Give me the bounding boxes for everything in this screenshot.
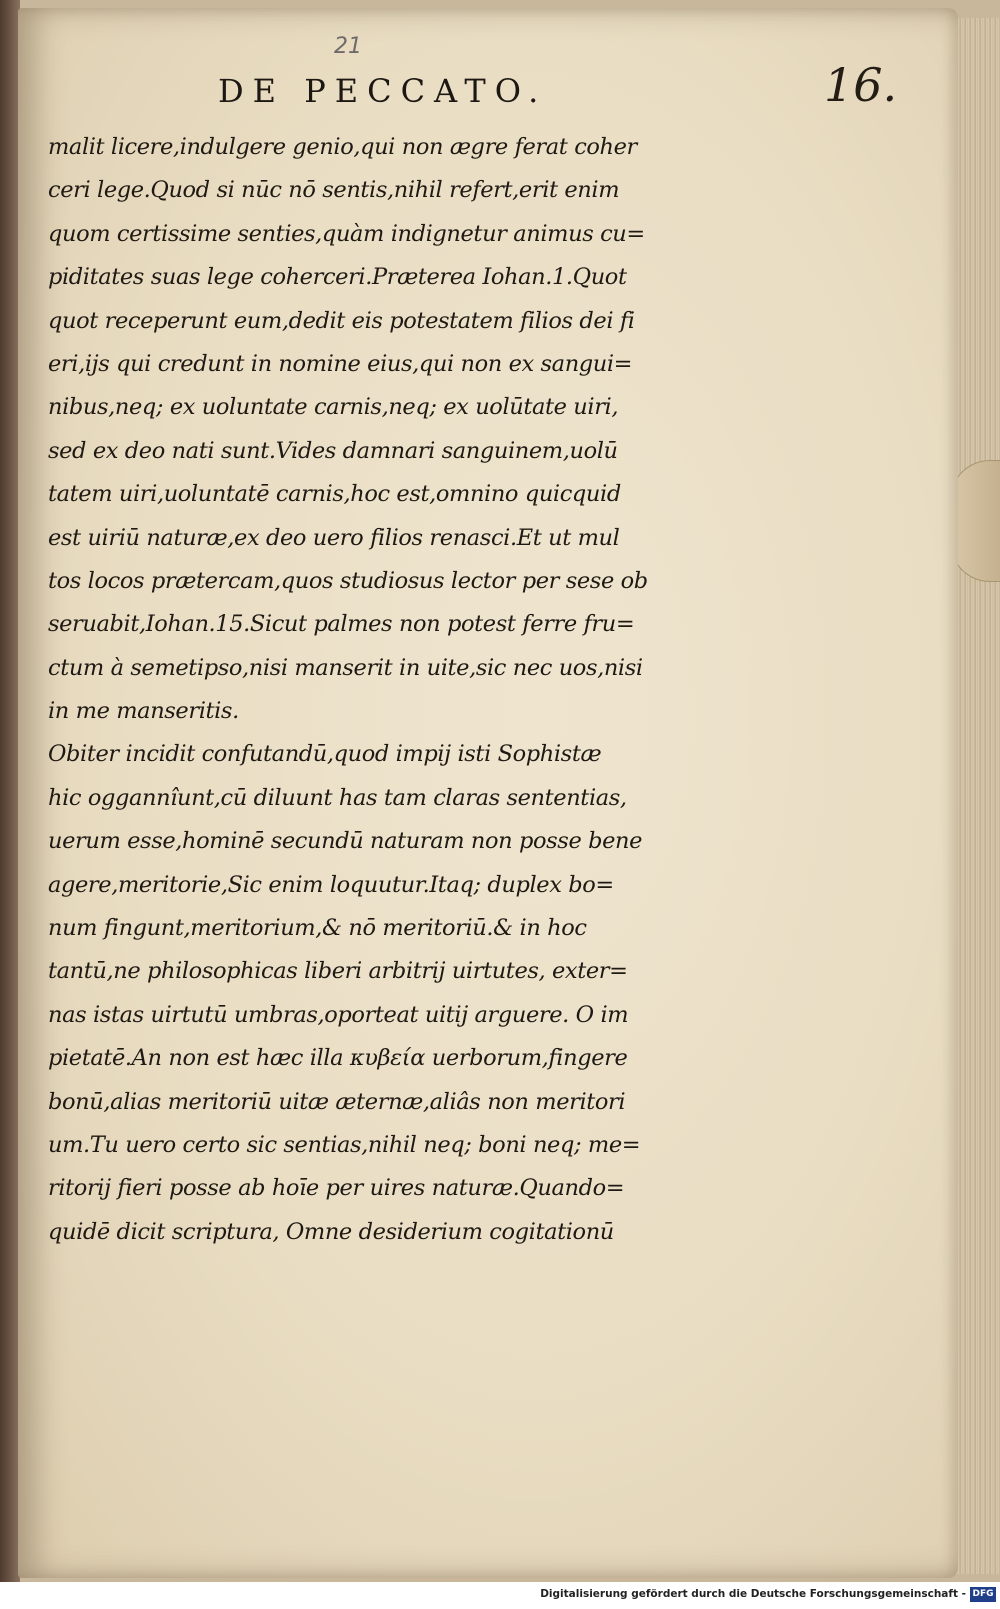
text-line: agere,meritorie,Sic enim loquutur.Itaq; duplex bo= bbox=[48, 871, 614, 898]
pencil-annotation: 21 bbox=[334, 34, 362, 59]
text-line: Obiter incidit confutandū,quod impij isti Sophistæ bbox=[48, 741, 602, 768]
text-line: bonū,alias meritoriū uitæ æternæ,aliâs non meritori bbox=[48, 1088, 626, 1115]
funding-credit: Digitalisierung gefördert durch die Deutsche Forschungsgemeinschaft - bbox=[540, 1588, 966, 1600]
text-line: pietatē.An non est hæc illa κυβεία uerborum,fingere bbox=[48, 1045, 628, 1072]
text-line: nibus,neq; ex uoluntate carnis,neq; ex uolūtate uiri, bbox=[48, 394, 619, 421]
text-line: ritorij fieri posse ab hoīe per uires naturæ.Quando= bbox=[48, 1175, 625, 1202]
dfg-logo: DFG bbox=[970, 1587, 996, 1602]
folio-number: 16. bbox=[824, 58, 898, 112]
text-line: tos locos prætercam,quos studiosus lector per sese ob bbox=[48, 567, 648, 594]
text-line: tantū,ne philosophicas liberi arbitrij uirtutes, exter= bbox=[48, 958, 628, 985]
page-edges bbox=[951, 18, 1000, 1574]
text-line: sed ex deo nati sunt.Vides damnari sanguinem,uolū bbox=[48, 437, 618, 464]
text-line: quot receperunt eum,dedit eis potestatem filios dei fi bbox=[48, 307, 635, 334]
text-line: tatem uiri,uoluntatē carnis,hoc est,omnino quicquid bbox=[48, 481, 621, 508]
book-binding bbox=[0, 0, 20, 1582]
text-line: eri,ijs qui credunt in nomine eius,qui non ex sangui= bbox=[48, 350, 633, 377]
text-line: ceri lege.Quod si nūc nō sentis,nihil refert,erit enim bbox=[48, 177, 620, 204]
text-line: malit licere,indulgere genio,qui non ægre ferat coher bbox=[48, 134, 637, 160]
text-line: hic oggannîunt,cū diluunt has tam claras sententias, bbox=[48, 784, 627, 811]
text-line: seruabit,Iohan.15.Sicut palmes non potest ferre fru= bbox=[48, 611, 635, 638]
text-line: um.Tu uero certo sic sentias,nihil neq; boni neq; me= bbox=[48, 1131, 641, 1158]
running-title: DE PECCATO. bbox=[218, 72, 548, 110]
text-line: quidē dicit scriptura, Omne desiderium cogitationū bbox=[48, 1218, 614, 1245]
text-line: est uiriū naturæ,ex deo uero filios renasci.Et ut mul bbox=[48, 524, 620, 551]
body-text bbox=[48, 126, 748, 1254]
text-line: quom certissime senties,quàm indignetur animus cu= bbox=[48, 220, 645, 247]
text-line: in me manseritis. bbox=[48, 698, 239, 725]
text-line: piditates suas lege coherceri.Præterea Iohan.1.Quot bbox=[48, 264, 627, 291]
text-line: nas istas uirtutū umbras,oporteat uitij arguere. O im bbox=[48, 1001, 629, 1028]
text-line: uerum esse,hominē secundū naturam non posse bene bbox=[48, 828, 643, 855]
footer-bar bbox=[0, 1582, 1000, 1609]
text-line: ctum à semetipso,nisi manserit in uite,sic nec uos,nisi bbox=[48, 654, 643, 681]
text-line: num fingunt,meritorium,& nō meritoriū.& in hoc bbox=[48, 915, 587, 942]
